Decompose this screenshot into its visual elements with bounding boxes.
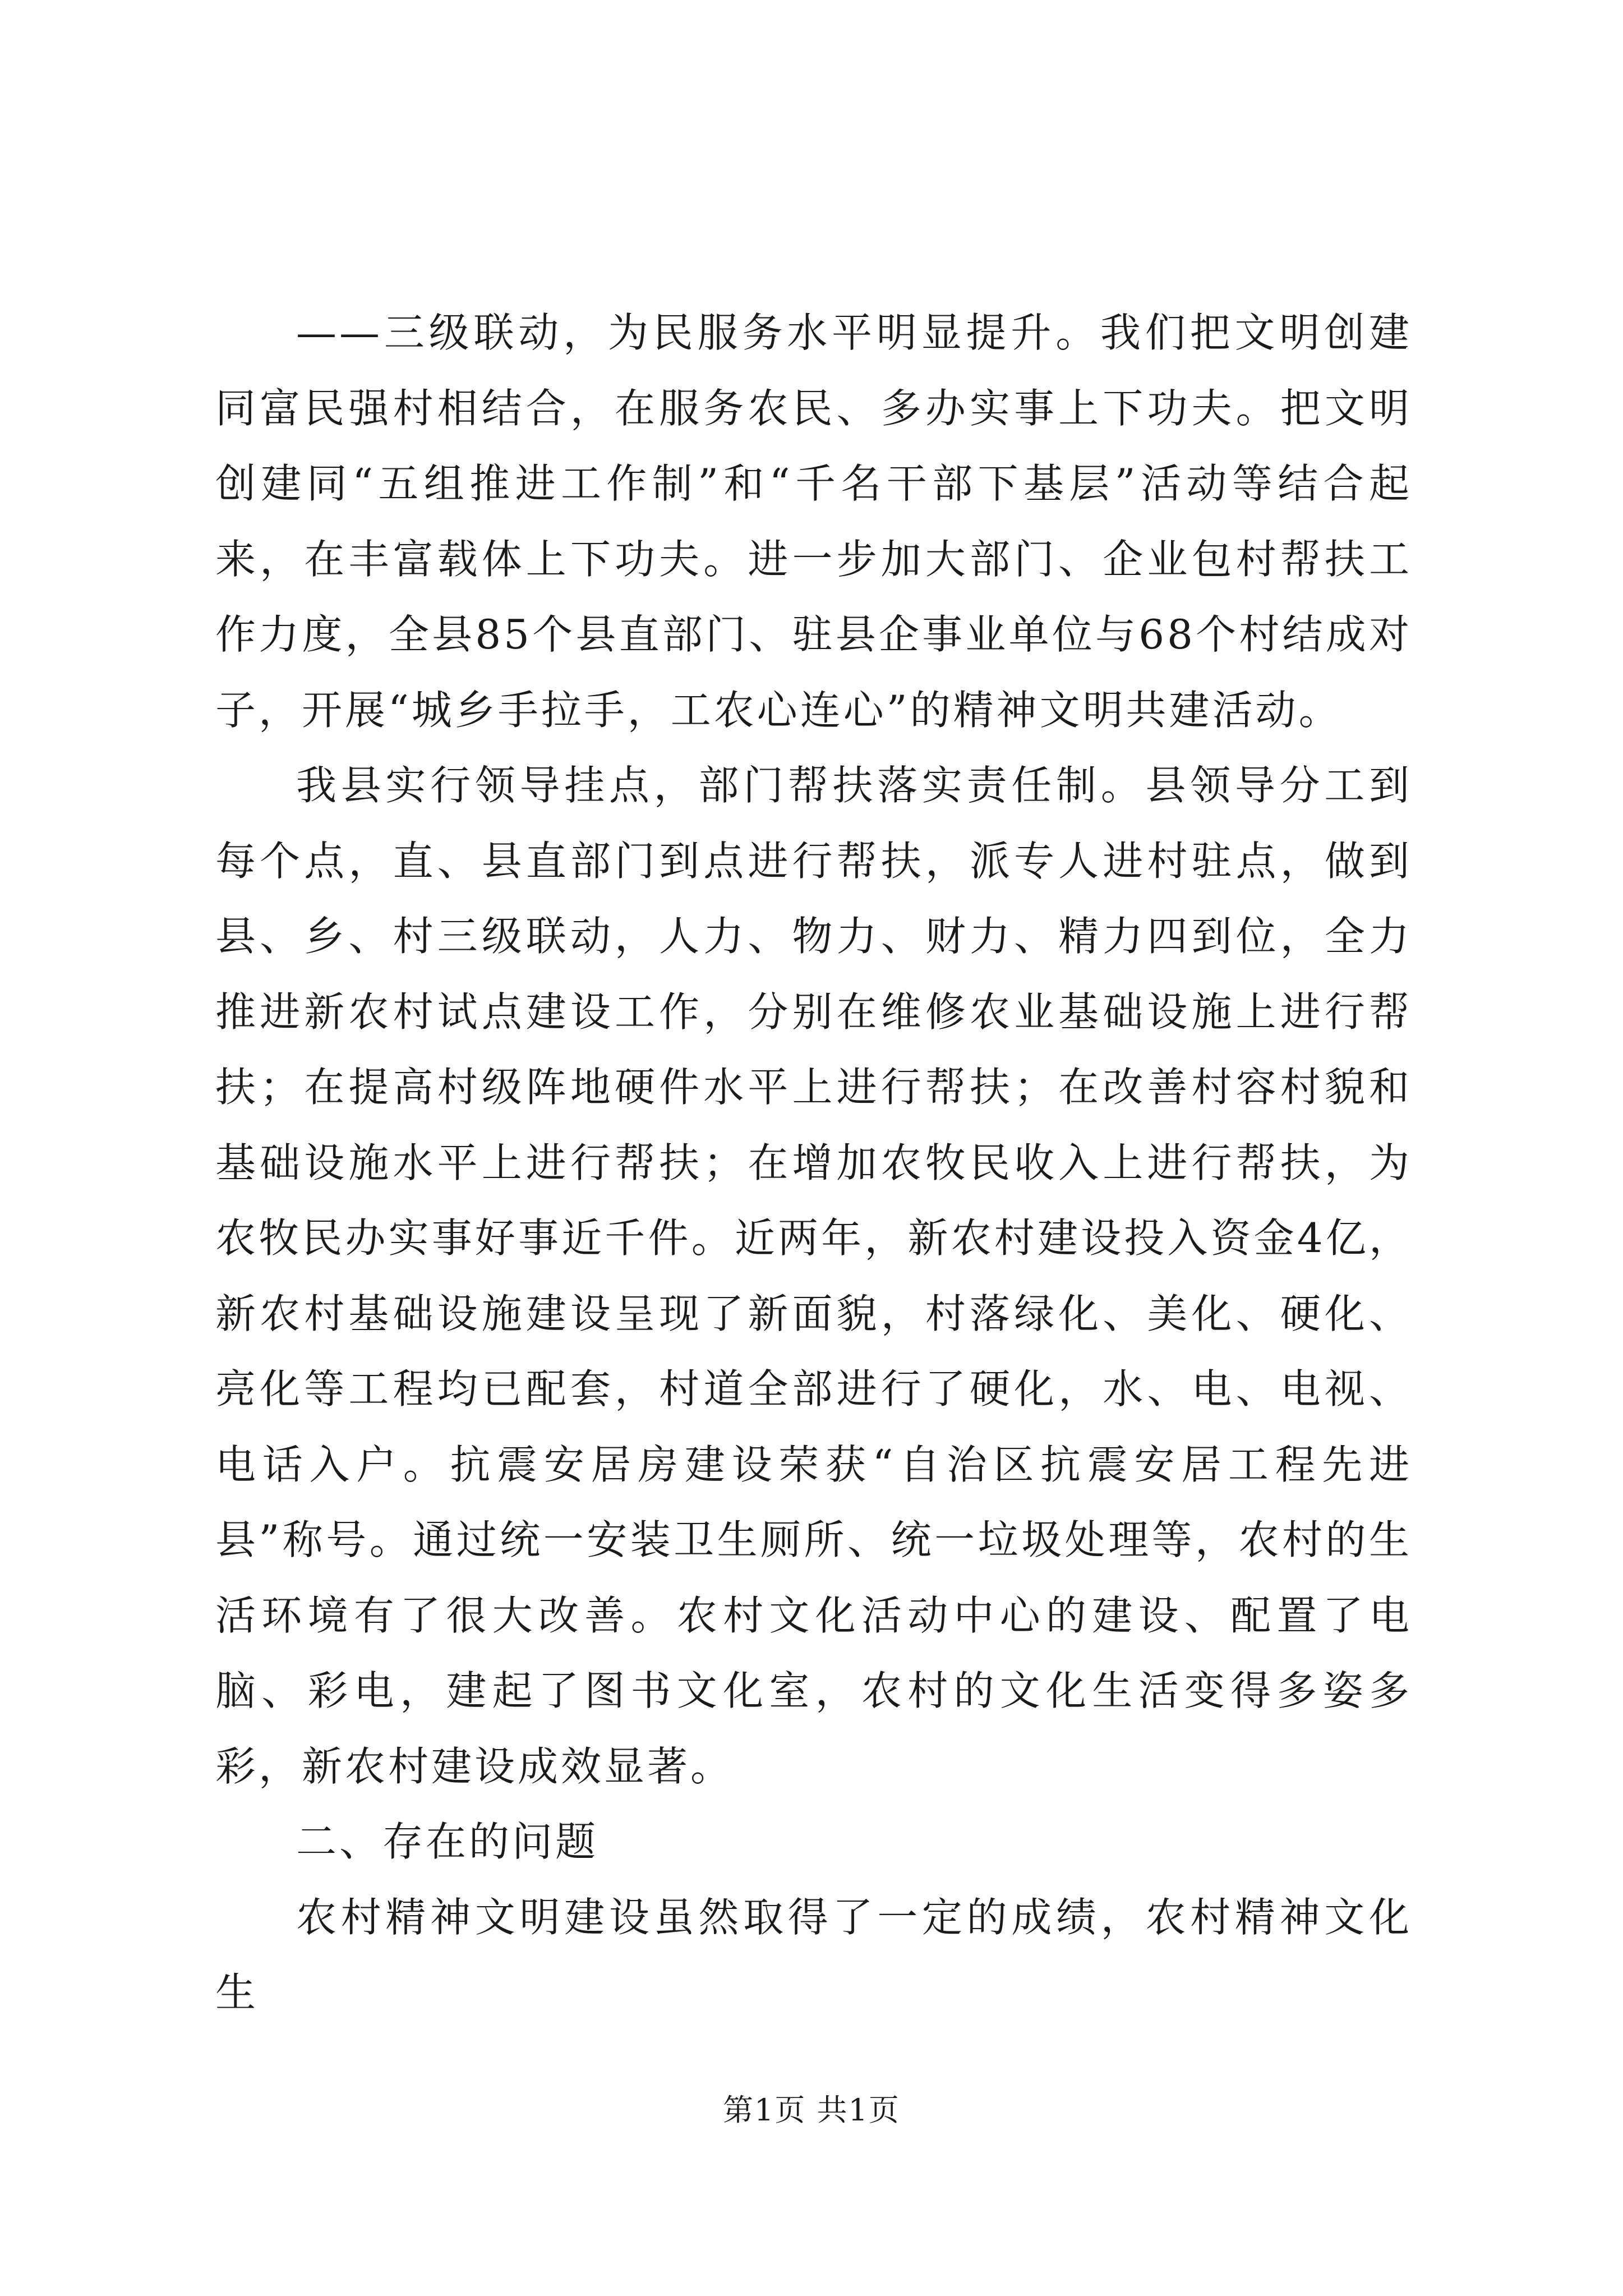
paragraph-problems-intro: 农村精神文明建设虽然取得了一定的成绩，农村精神文化生 [215, 1893, 1412, 2016]
document-body [215, 295, 1412, 2031]
page-footer: 第1页 共1页 [723, 2092, 900, 2128]
section-heading-problems: 二、存在的问题 [296, 1818, 599, 1865]
paragraph-three-level-linkage: ——三级联动，为民服务水平明显提升。我们把文明创建同富民强村相结合，在服务农民、多办实事上下功夫。把文明创建同“五组推进工作制”和“千名干部下基层”活动等结合起来，在丰富载体上下功夫。进一步加大部门、企业包村帮扶工作力度，全县85个县直部门、驻县企事业单位与68个村结成对子，开展“城乡手拉手，工农心连心”的精神文明共建活动。 [215, 309, 1412, 734]
paragraph-leadership-responsibility: 我县实行领导挂点，部门帮扶落实责任制。县领导分工到每个点，直、县直部门到点进行帮扶，派专人进村驻点，做到县、乡、村三级联动，人力、物力、财力、精力四到位，全力推进新农村试点建设工作，分别在维修农业基础设施上进行帮扶；在提高村级阵地硬件水平上进行帮扶；在改善村容村貌和基础设施水平上进行帮扶；在增加农牧民收入上进行帮扶，为农牧民办实事好事近千件。近两年，新农村建设投入资金4亿，新农村基础设施建设呈现了新面貌，村落绿化、美化、硬化、亮化等工程均已配套，村道全部进行了硬化，水、电、电视、电话入户。抗震安居房建设荣获“自治区抗震安居工程先进县”称号。通过统一安装卫生厕所、统一垃圾处理等，农村的生活环境有了很大改善。农村文化活动中心的建设、配置了电脑、彩电，建起了图书文化室，农村的文化生活变得多姿多彩，新农村建设成效显著。 [215, 762, 1412, 1790]
